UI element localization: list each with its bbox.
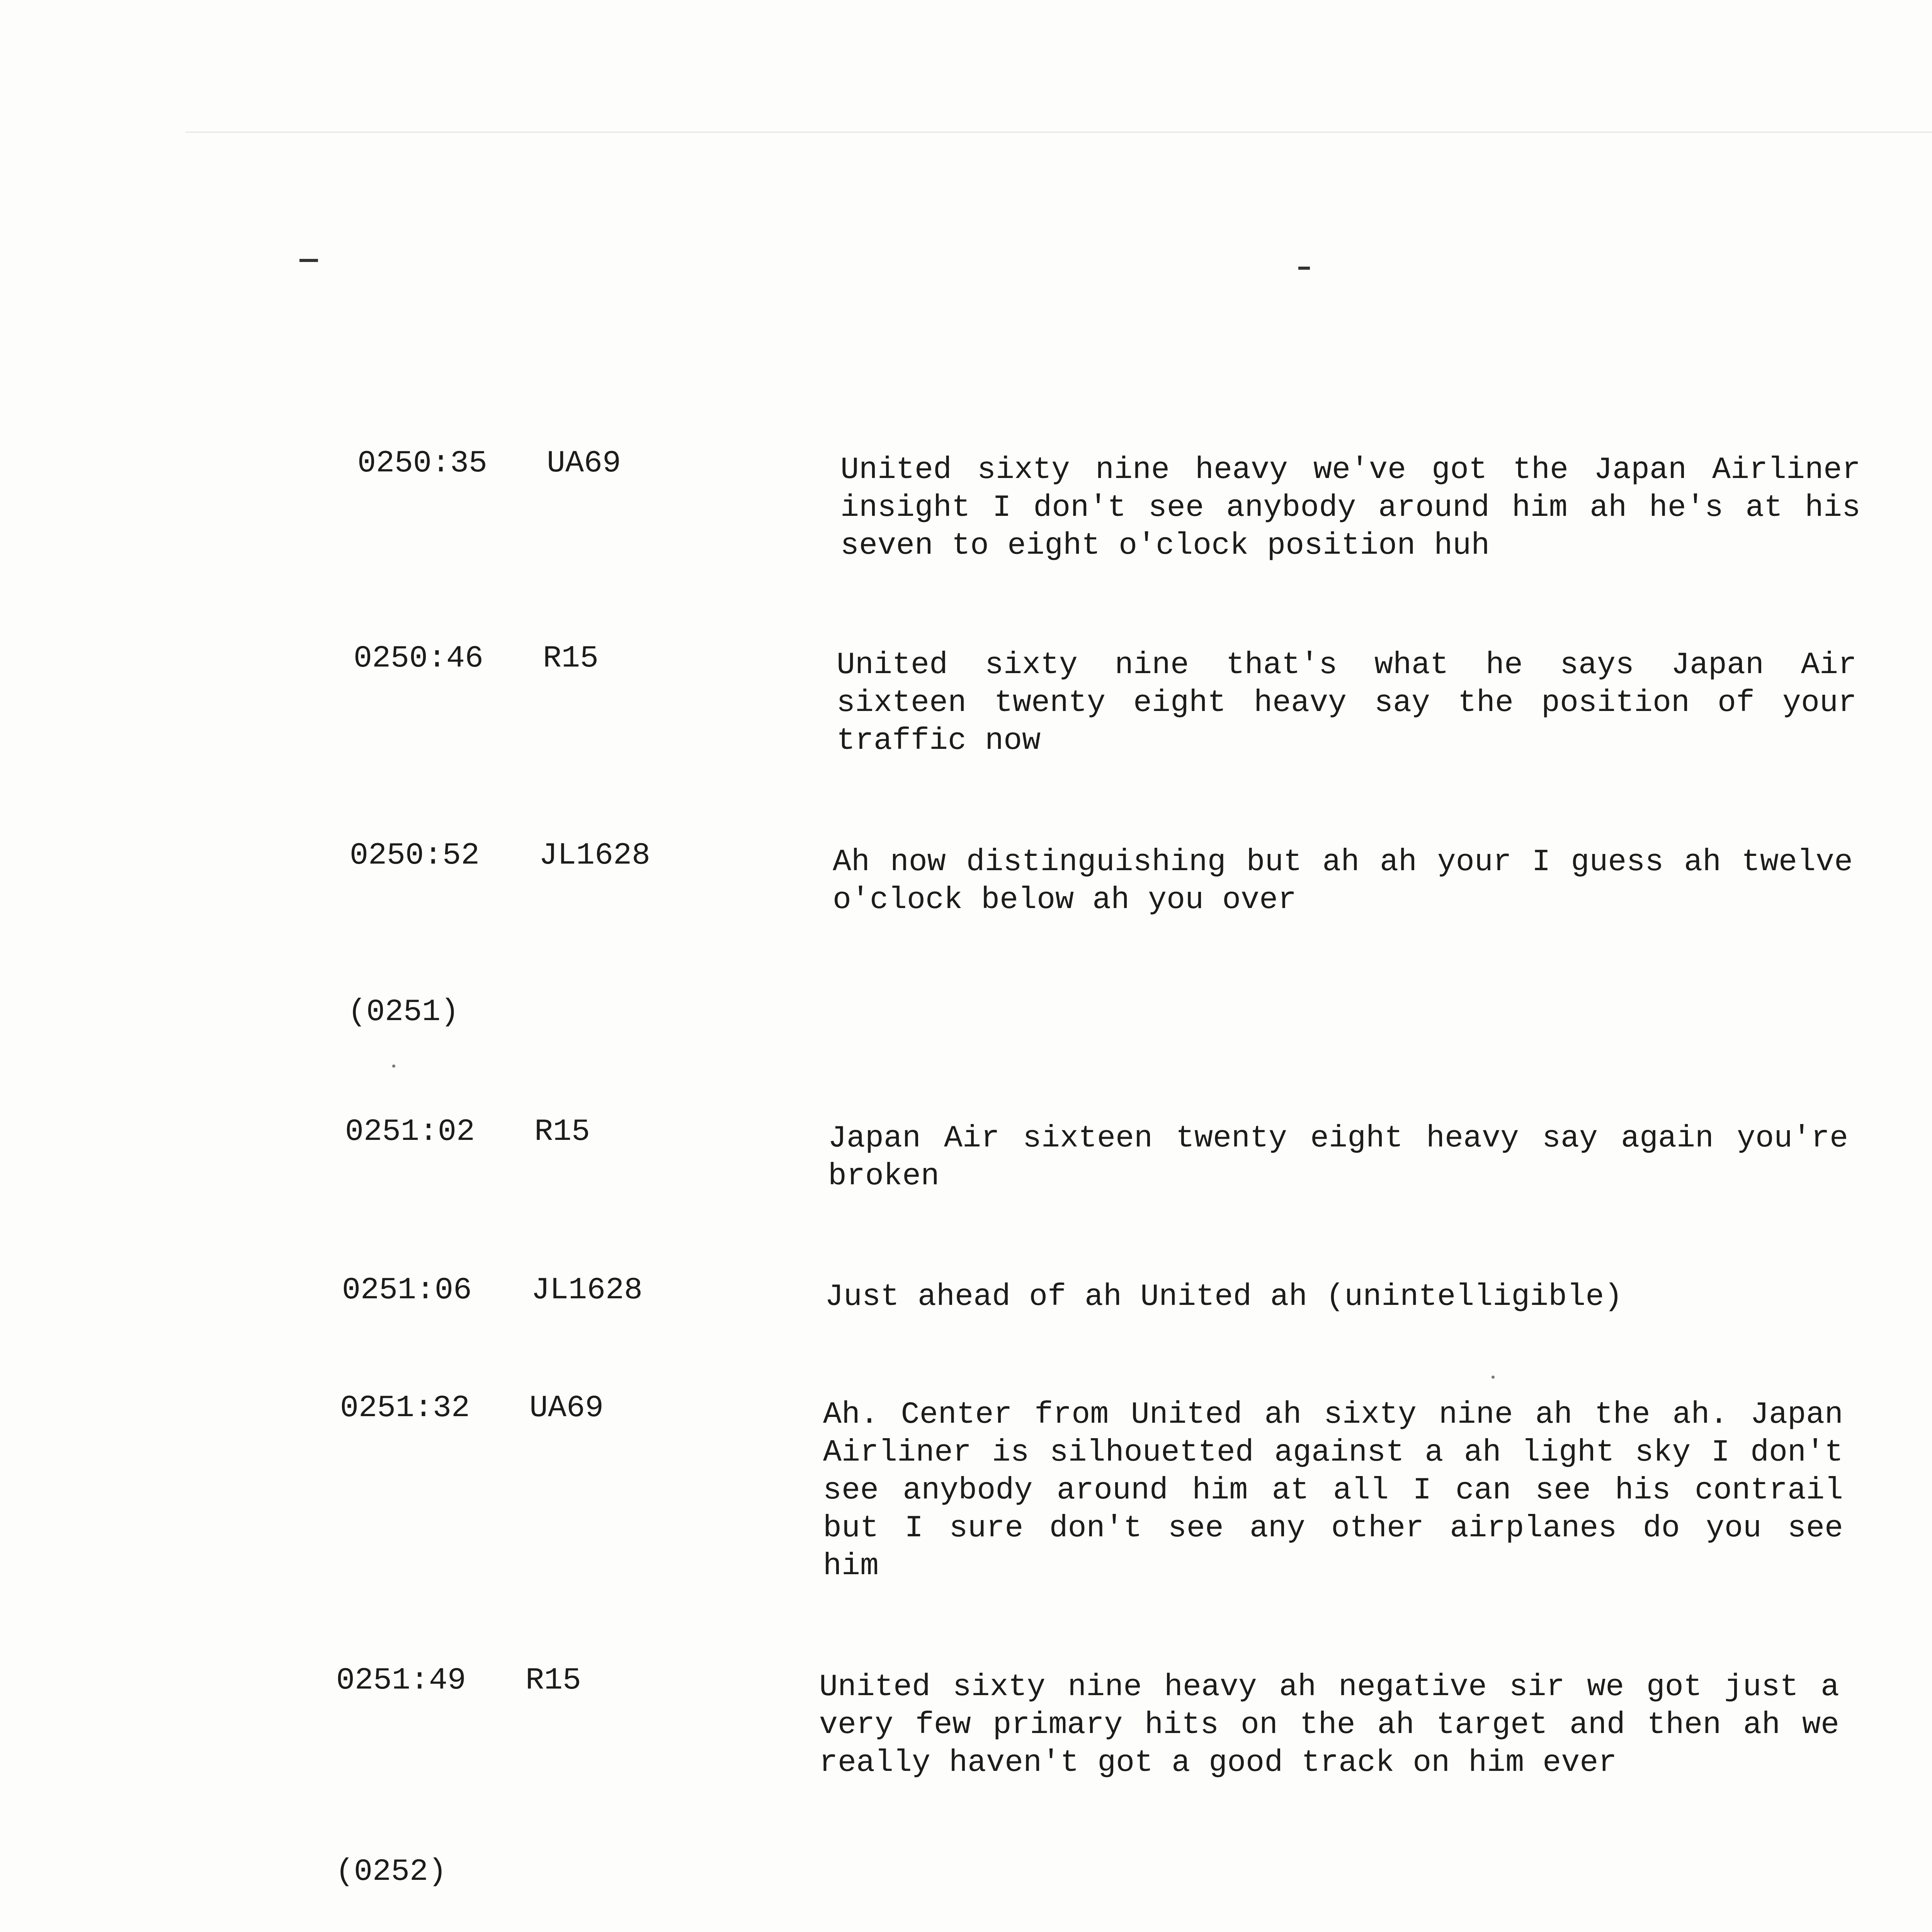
entry-time: 0250:35 <box>357 446 488 481</box>
scan-speck <box>1492 1376 1495 1379</box>
entry-speaker: UA69 <box>547 446 621 481</box>
entry-text: Just ahead of ah United ah (unintelligible) <box>825 1279 1623 1315</box>
entry-speaker: R15 <box>526 1663 582 1698</box>
transcript-entry <box>354 639 1932 794</box>
minute-marker: (0252) <box>335 1854 447 1889</box>
scan-speck <box>392 1065 395 1068</box>
entry-time: 0250:52 <box>350 838 480 873</box>
page-mark-center <box>1298 267 1310 270</box>
entry-text: Ah now distinguishing but ah ah your I guess ah twelve o'clock below ah you over <box>833 845 1853 918</box>
entry-text: Ah. Center from United ah sixty nine ah the ah. Japan Airliner is silhouetted against a ah light sky I don't see anybody around him at all I can see his contrail but I sure don't see any other airplanes do you see him <box>823 1397 1843 1584</box>
entry-speaker: JL1628 <box>539 838 651 873</box>
entry-time: 0250:46 <box>354 641 484 676</box>
entry-time: 0251:06 <box>342 1273 472 1308</box>
transcript-entry <box>350 837 1932 991</box>
entry-text: United sixty nine that's what he says Japan Air sixteen twenty eight heavy say the position of your traffic now <box>837 648 1857 759</box>
scan-edge-top <box>185 131 1932 133</box>
transcript-entry <box>357 444 1932 599</box>
transcript-entry <box>345 1113 1932 1267</box>
entry-text: United sixty nine heavy ah negative sir we got just a very few primary hits on the ah target and then ah we really haven't got a good track on him ever <box>819 1670 1839 1781</box>
entry-text: United sixty nine heavy we've got the Japan Airliner insight I don't see anybody around him ah he's at his seven to eight o'clock position huh <box>840 452 1861 563</box>
transcript-entry <box>336 1662 1932 1816</box>
entry-speaker: R15 <box>534 1114 590 1150</box>
entry-time: 0251:32 <box>340 1391 470 1426</box>
entry-speaker: JL1628 <box>531 1273 643 1308</box>
entry-text: Japan Air sixteen twenty eight heavy say again you're broken <box>828 1121 1848 1194</box>
transcript-entry <box>340 1389 1932 1584</box>
page-mark-left <box>299 259 318 262</box>
entry-time: 0251:02 <box>345 1114 475 1150</box>
minute-marker: (0251) <box>348 995 459 1030</box>
entry-time: 0251:49 <box>336 1663 466 1698</box>
entry-speaker: R15 <box>543 641 599 676</box>
entry-speaker: UA69 <box>529 1391 604 1426</box>
